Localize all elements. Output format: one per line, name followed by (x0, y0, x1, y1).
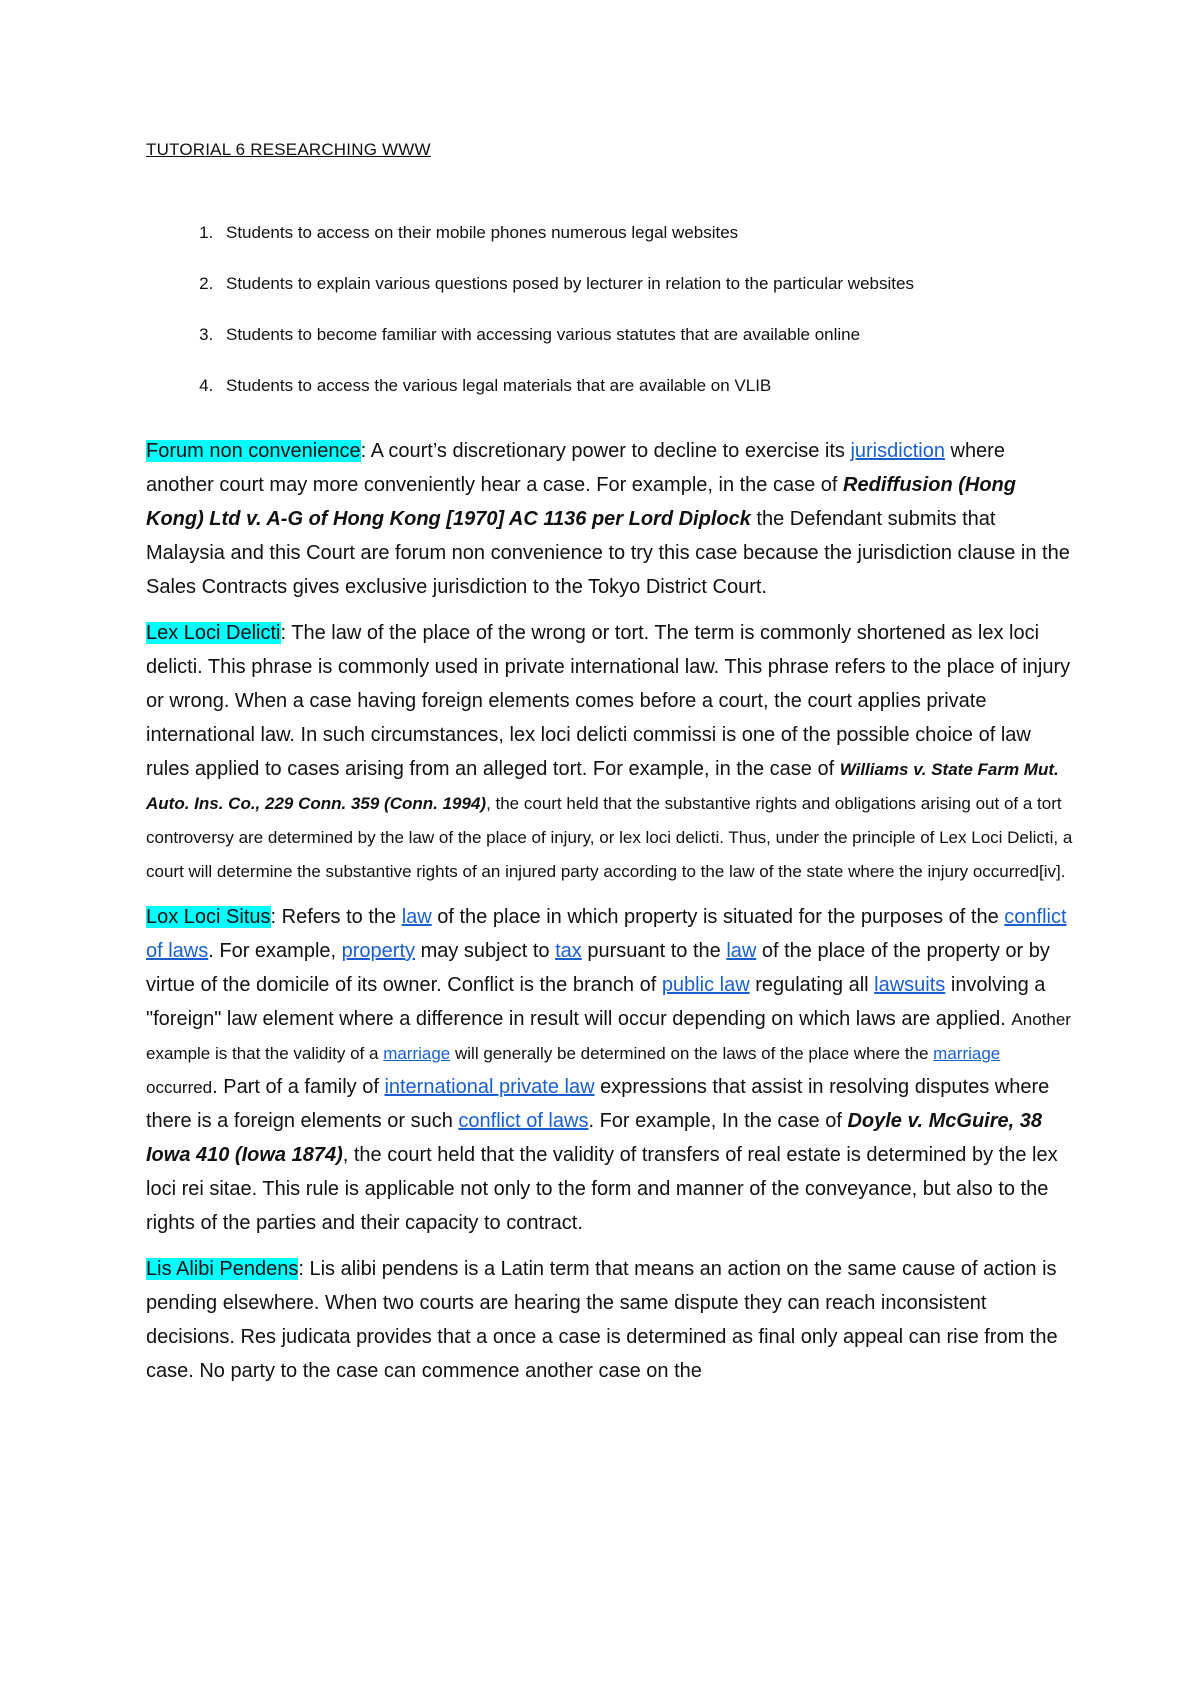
list-item: 1. Students to access on their mobile phones numerous legal websites (218, 222, 1076, 273)
task-list (146, 222, 1076, 426)
list-item: 3. Students to become familiar with accessing various statutes that are available online (218, 324, 1076, 375)
paragraph-lex-loci-situs (146, 900, 1076, 1240)
link-conflict-of-laws[interactable]: conflict of laws (146, 906, 1067, 962)
paragraph-text: pursuant to the (581, 940, 727, 962)
paragraph-text: will generally be determined on the laws of the place where the (450, 1044, 934, 1063)
link-marriage[interactable]: marriage (933, 1044, 1001, 1063)
term-highlight: Forum non convenience (146, 440, 361, 462)
paragraph-text: involving a "foreign" law element where a difference in result will occur depending on which laws are applied. (146, 974, 1046, 1030)
link-public-law[interactable]: public law (661, 974, 750, 996)
link-tax[interactable]: tax (555, 940, 582, 962)
case-citation: Rediffusion (Hong Kong) Ltd v. A-G of Hong Kong [1970] AC 1136 per Lord Diplock (146, 474, 1016, 530)
list-item: 2. Students to explain various questions posed by lecturer in relation to the particular websites (218, 273, 1076, 324)
paragraph-text: the Defendant submits that Malaysia and this Court are forum non convenience to try this case because the jurisdiction clause in the Sales Contracts gives exclusive jurisdiction to the Tokyo District Court. (146, 508, 1070, 598)
link-marriage[interactable]: marriage (383, 1044, 451, 1063)
paragraph-text: . Part of a family of (212, 1076, 385, 1098)
link-lawsuits[interactable]: lawsuits (874, 974, 946, 996)
paragraph-text: : Refers to the (270, 906, 402, 928)
paragraph-lex-loci-delicti (146, 616, 1076, 888)
paragraph-text: : A court’s discretionary power to decline to exercise its (360, 440, 851, 462)
paragraph-text: may subject to (415, 940, 556, 962)
paragraph-forum-non-convenience (146, 434, 1076, 604)
link-law[interactable]: law (726, 940, 757, 962)
link-law[interactable]: law (401, 906, 432, 928)
paragraph-text: regulating all (749, 974, 875, 996)
link-international-private-law[interactable]: international private law (384, 1076, 595, 1098)
paragraph-text: , the court held that the substantive rights and obligations arising out of a tort controversy are determined by the law of the place of injury, or lex loci delicti. Thus, under the principle of Lex Loci Delicti, a court will determine the substantive rights of an injured party according to the law of the state where the injury occurred[iv]. (146, 794, 1073, 881)
paragraph-text: where another court may more conveniently hear a case. For example, in the case of (146, 440, 1005, 496)
paragraph-text: . For example, In the case of (588, 1110, 848, 1132)
paragraph-text: . For example, (208, 940, 342, 962)
paragraph-text: : The law of the place of the wrong or tort. The term is commonly shortened as lex loci delicti. This phrase is commonly used in private international law. This phrase refers to the place of injury or wrong. When a case having foreign elements comes before a court, the court applies private international law. In such circumstances, lex loci delicti commissi is one of the possible choice of law rules applied to cases arising from an alleged tort. For example, in the case of (146, 622, 1071, 780)
term-highlight: Lis Alibi Pendens (146, 1258, 299, 1280)
term-highlight: Lox Loci Situs (146, 906, 271, 928)
case-citation: Doyle v. McGuire, 38 Iowa 410 (Iowa 1874) (146, 1110, 1042, 1166)
link-property[interactable]: property (341, 940, 416, 962)
paragraph-lis-alibi-pendens (146, 1252, 1076, 1388)
document-title: TUTORIAL 6 RESEARCHING WWW (146, 140, 431, 159)
link-jurisdiction[interactable]: jurisdiction (850, 440, 945, 462)
paragraph-text: of the place of the property or by virtue of the domicile of its owner. Conflict is the branch of (146, 940, 1050, 996)
paragraph-text: occurred (146, 1078, 213, 1097)
paragraph-text: , the court held that the validity of transfers of real estate is determined by the lex loci rei sitae. This rule is applicable not only to the form and manner of the conveyance, but also to the rights of the parties and their capacity to contract. (146, 1144, 1058, 1234)
paragraph-text: expressions that assist in resolving disputes where there is a foreign elements or such (146, 1076, 1050, 1132)
paragraph-text: of the place in which property is situated for the purposes of the (431, 906, 1005, 928)
case-citation: Williams v. State Farm Mut. Auto. Ins. Co., 229 Conn. 359 (Conn. 1994) (146, 760, 1059, 813)
paragraph-text: : Lis alibi pendens is a Latin term that means an action on the same cause of action is pending elsewhere. When two courts are hearing the same dispute they can reach inconsistent decisions. Res judicata provides that a once a case is determined as final only appeal can rise from the case. No party to the case can commence another case on the (146, 1258, 1058, 1382)
paragraph-text: Another example is that the validity of a (146, 1010, 1071, 1063)
list-item: 4. Students to access the various legal materials that are available on VLIB (218, 375, 1076, 426)
document-page (146, 140, 1076, 1400)
link-conflict-of-laws[interactable]: conflict of laws (458, 1110, 589, 1132)
term-highlight: Lex Loci Delicti (146, 622, 281, 644)
